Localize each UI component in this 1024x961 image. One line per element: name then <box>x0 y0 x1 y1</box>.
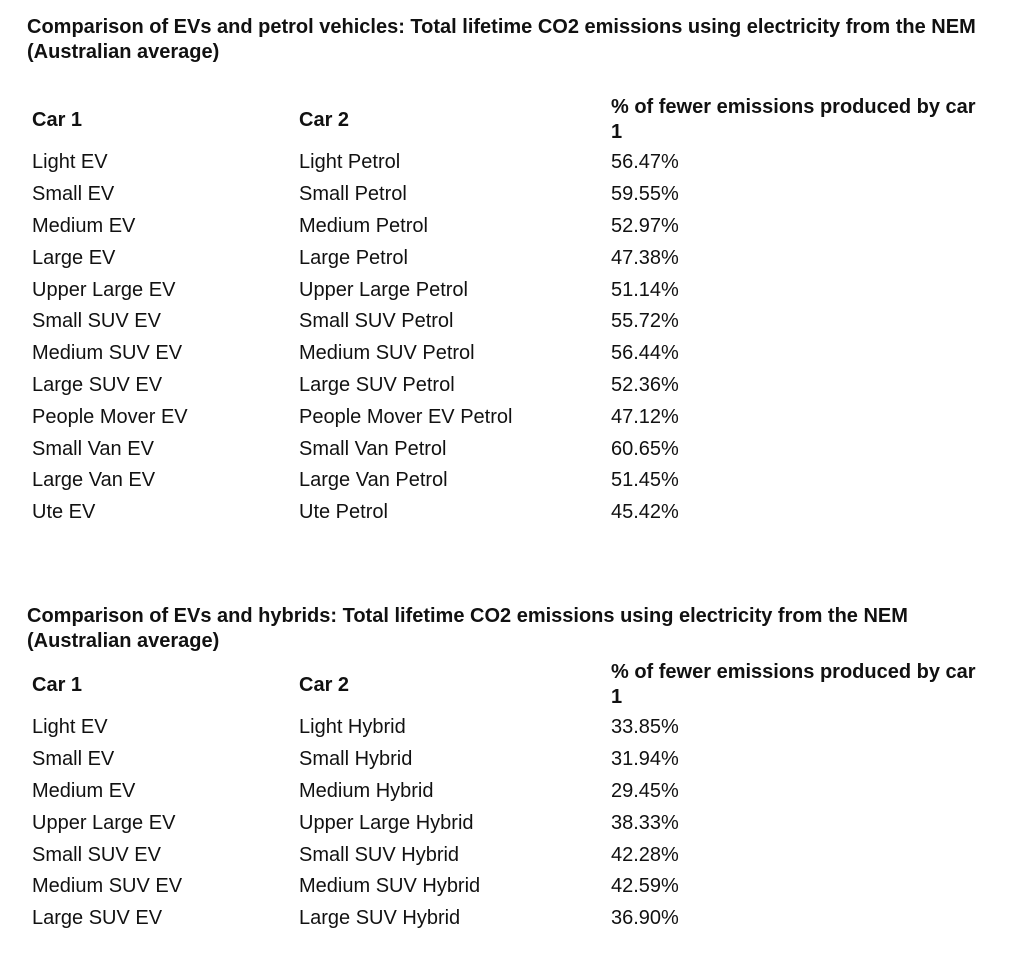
table-row <box>24 274 744 306</box>
cell-car-1: Medium SUV EV <box>32 342 183 365</box>
cell-car-2: Small Petrol <box>299 183 407 206</box>
section-title-hybrid: Comparison of EVs and hybrids: Total lifetime CO2 emissions using electricity from the NEM (Australian average) <box>27 605 908 652</box>
cell-car-1: Large SUV EV <box>32 907 163 930</box>
cell-car-1: Large EV <box>32 246 116 269</box>
column-header-percent-fewer-emissions <box>603 93 976 147</box>
cell-car-2: Small SUV Hybrid <box>299 843 460 866</box>
cell-percent-fewer-emissions: 29.45% <box>611 779 679 802</box>
cell-car-1: Light EV <box>32 151 108 174</box>
cell-car-2: People Mover EV Petrol <box>299 405 513 428</box>
cell-car-2: Small Hybrid <box>299 748 413 771</box>
table-row <box>24 712 744 744</box>
cell-percent-fewer-emissions: 31.94% <box>611 748 679 771</box>
cell-car-2: Light Hybrid <box>299 716 406 739</box>
comparison-table-petrol <box>24 93 976 529</box>
table-row <box>24 370 744 402</box>
cell-car-1: Large Van EV <box>32 469 156 492</box>
column-header-percent-label: % of fewer emissions produced by car 1 <box>611 96 976 143</box>
cell-car-2: Small SUV Petrol <box>299 310 454 333</box>
table-row <box>24 465 744 497</box>
cell-car-1: Small EV <box>32 183 115 206</box>
column-header-percent-label: % of fewer emissions produced by car 1 <box>611 661 976 708</box>
cell-car-1: Medium EV <box>32 779 136 802</box>
column-header-car-2: Car 2 <box>299 108 350 131</box>
cell-percent-fewer-emissions: 60.65% <box>611 437 679 460</box>
cell-percent-fewer-emissions: 56.44% <box>611 342 679 365</box>
cell-car-2: Ute Petrol <box>299 501 388 524</box>
cell-car-2: Medium Petrol <box>299 214 428 237</box>
table-row <box>24 744 744 776</box>
cell-percent-fewer-emissions: 36.90% <box>611 907 679 930</box>
table-row <box>24 401 744 433</box>
cell-car-1: Upper Large EV <box>32 278 176 301</box>
column-header-percent-fewer-emissions <box>603 658 976 712</box>
cell-car-1: Upper Large EV <box>32 811 176 834</box>
cell-car-2: Large Van Petrol <box>299 469 448 492</box>
cell-percent-fewer-emissions: 47.38% <box>611 246 679 269</box>
cell-percent-fewer-emissions: 45.42% <box>611 501 679 524</box>
table-row <box>24 338 744 370</box>
cell-car-2: Large Petrol <box>299 246 408 269</box>
table-row <box>24 776 744 808</box>
comparison-table-hybrid <box>24 658 976 935</box>
cell-percent-fewer-emissions: 42.28% <box>611 843 679 866</box>
cell-car-1: Medium EV <box>32 214 136 237</box>
table-row <box>24 211 744 243</box>
cell-car-1: Light EV <box>32 716 108 739</box>
cell-percent-fewer-emissions: 59.55% <box>611 183 679 206</box>
table-row <box>24 306 744 338</box>
column-header-car-2: Car 2 <box>299 673 350 696</box>
cell-car-1: Large SUV EV <box>32 373 163 396</box>
cell-car-2: Small Van Petrol <box>299 437 447 460</box>
column-header-car-1: Car 1 <box>32 673 83 696</box>
cell-percent-fewer-emissions: 42.59% <box>611 875 679 898</box>
cell-car-2: Large SUV Hybrid <box>299 907 461 930</box>
table-row <box>24 179 744 211</box>
cell-car-1: Medium SUV EV <box>32 875 183 898</box>
cell-car-2: Medium SUV Petrol <box>299 342 475 365</box>
cell-car-1: Small SUV EV <box>32 310 161 333</box>
cell-percent-fewer-emissions: 52.97% <box>611 214 679 237</box>
table-header-row <box>24 93 744 147</box>
table-row <box>24 433 744 465</box>
table-row <box>24 242 744 274</box>
table-body <box>24 712 744 935</box>
cell-car-1: Small EV <box>32 748 115 771</box>
table-row <box>24 903 744 935</box>
cell-percent-fewer-emissions: 55.72% <box>611 310 679 333</box>
table-header-row <box>24 658 744 712</box>
cell-car-2: Upper Large Hybrid <box>299 811 474 834</box>
table-body <box>24 147 744 529</box>
cell-car-1: Ute EV <box>32 501 96 524</box>
cell-car-1: Small Van EV <box>32 437 154 460</box>
cell-car-2: Large SUV Petrol <box>299 373 455 396</box>
cell-percent-fewer-emissions: 38.33% <box>611 811 679 834</box>
cell-car-2: Upper Large Petrol <box>299 278 468 301</box>
cell-percent-fewer-emissions: 51.14% <box>611 278 679 301</box>
column-header-car-1: Car 1 <box>32 108 83 131</box>
cell-car-2: Medium SUV Hybrid <box>299 875 481 898</box>
cell-percent-fewer-emissions: 51.45% <box>611 469 679 492</box>
cell-car-1: People Mover EV <box>32 405 188 428</box>
table-row <box>24 807 744 839</box>
cell-percent-fewer-emissions: 56.47% <box>611 151 679 174</box>
cell-car-2: Medium Hybrid <box>299 779 434 802</box>
cell-percent-fewer-emissions: 47.12% <box>611 405 679 428</box>
cell-percent-fewer-emissions: 33.85% <box>611 716 679 739</box>
cell-car-2: Light Petrol <box>299 151 401 174</box>
table-row <box>24 839 744 871</box>
section-title-petrol: Comparison of EVs and petrol vehicles: Total lifetime CO2 emissions using electricity from the NEM (Australian average) <box>27 16 976 63</box>
cell-percent-fewer-emissions: 52.36% <box>611 373 679 396</box>
cell-car-1: Small SUV EV <box>32 843 161 866</box>
table-row <box>24 871 744 903</box>
table-row <box>24 497 744 529</box>
table-row <box>24 147 744 179</box>
